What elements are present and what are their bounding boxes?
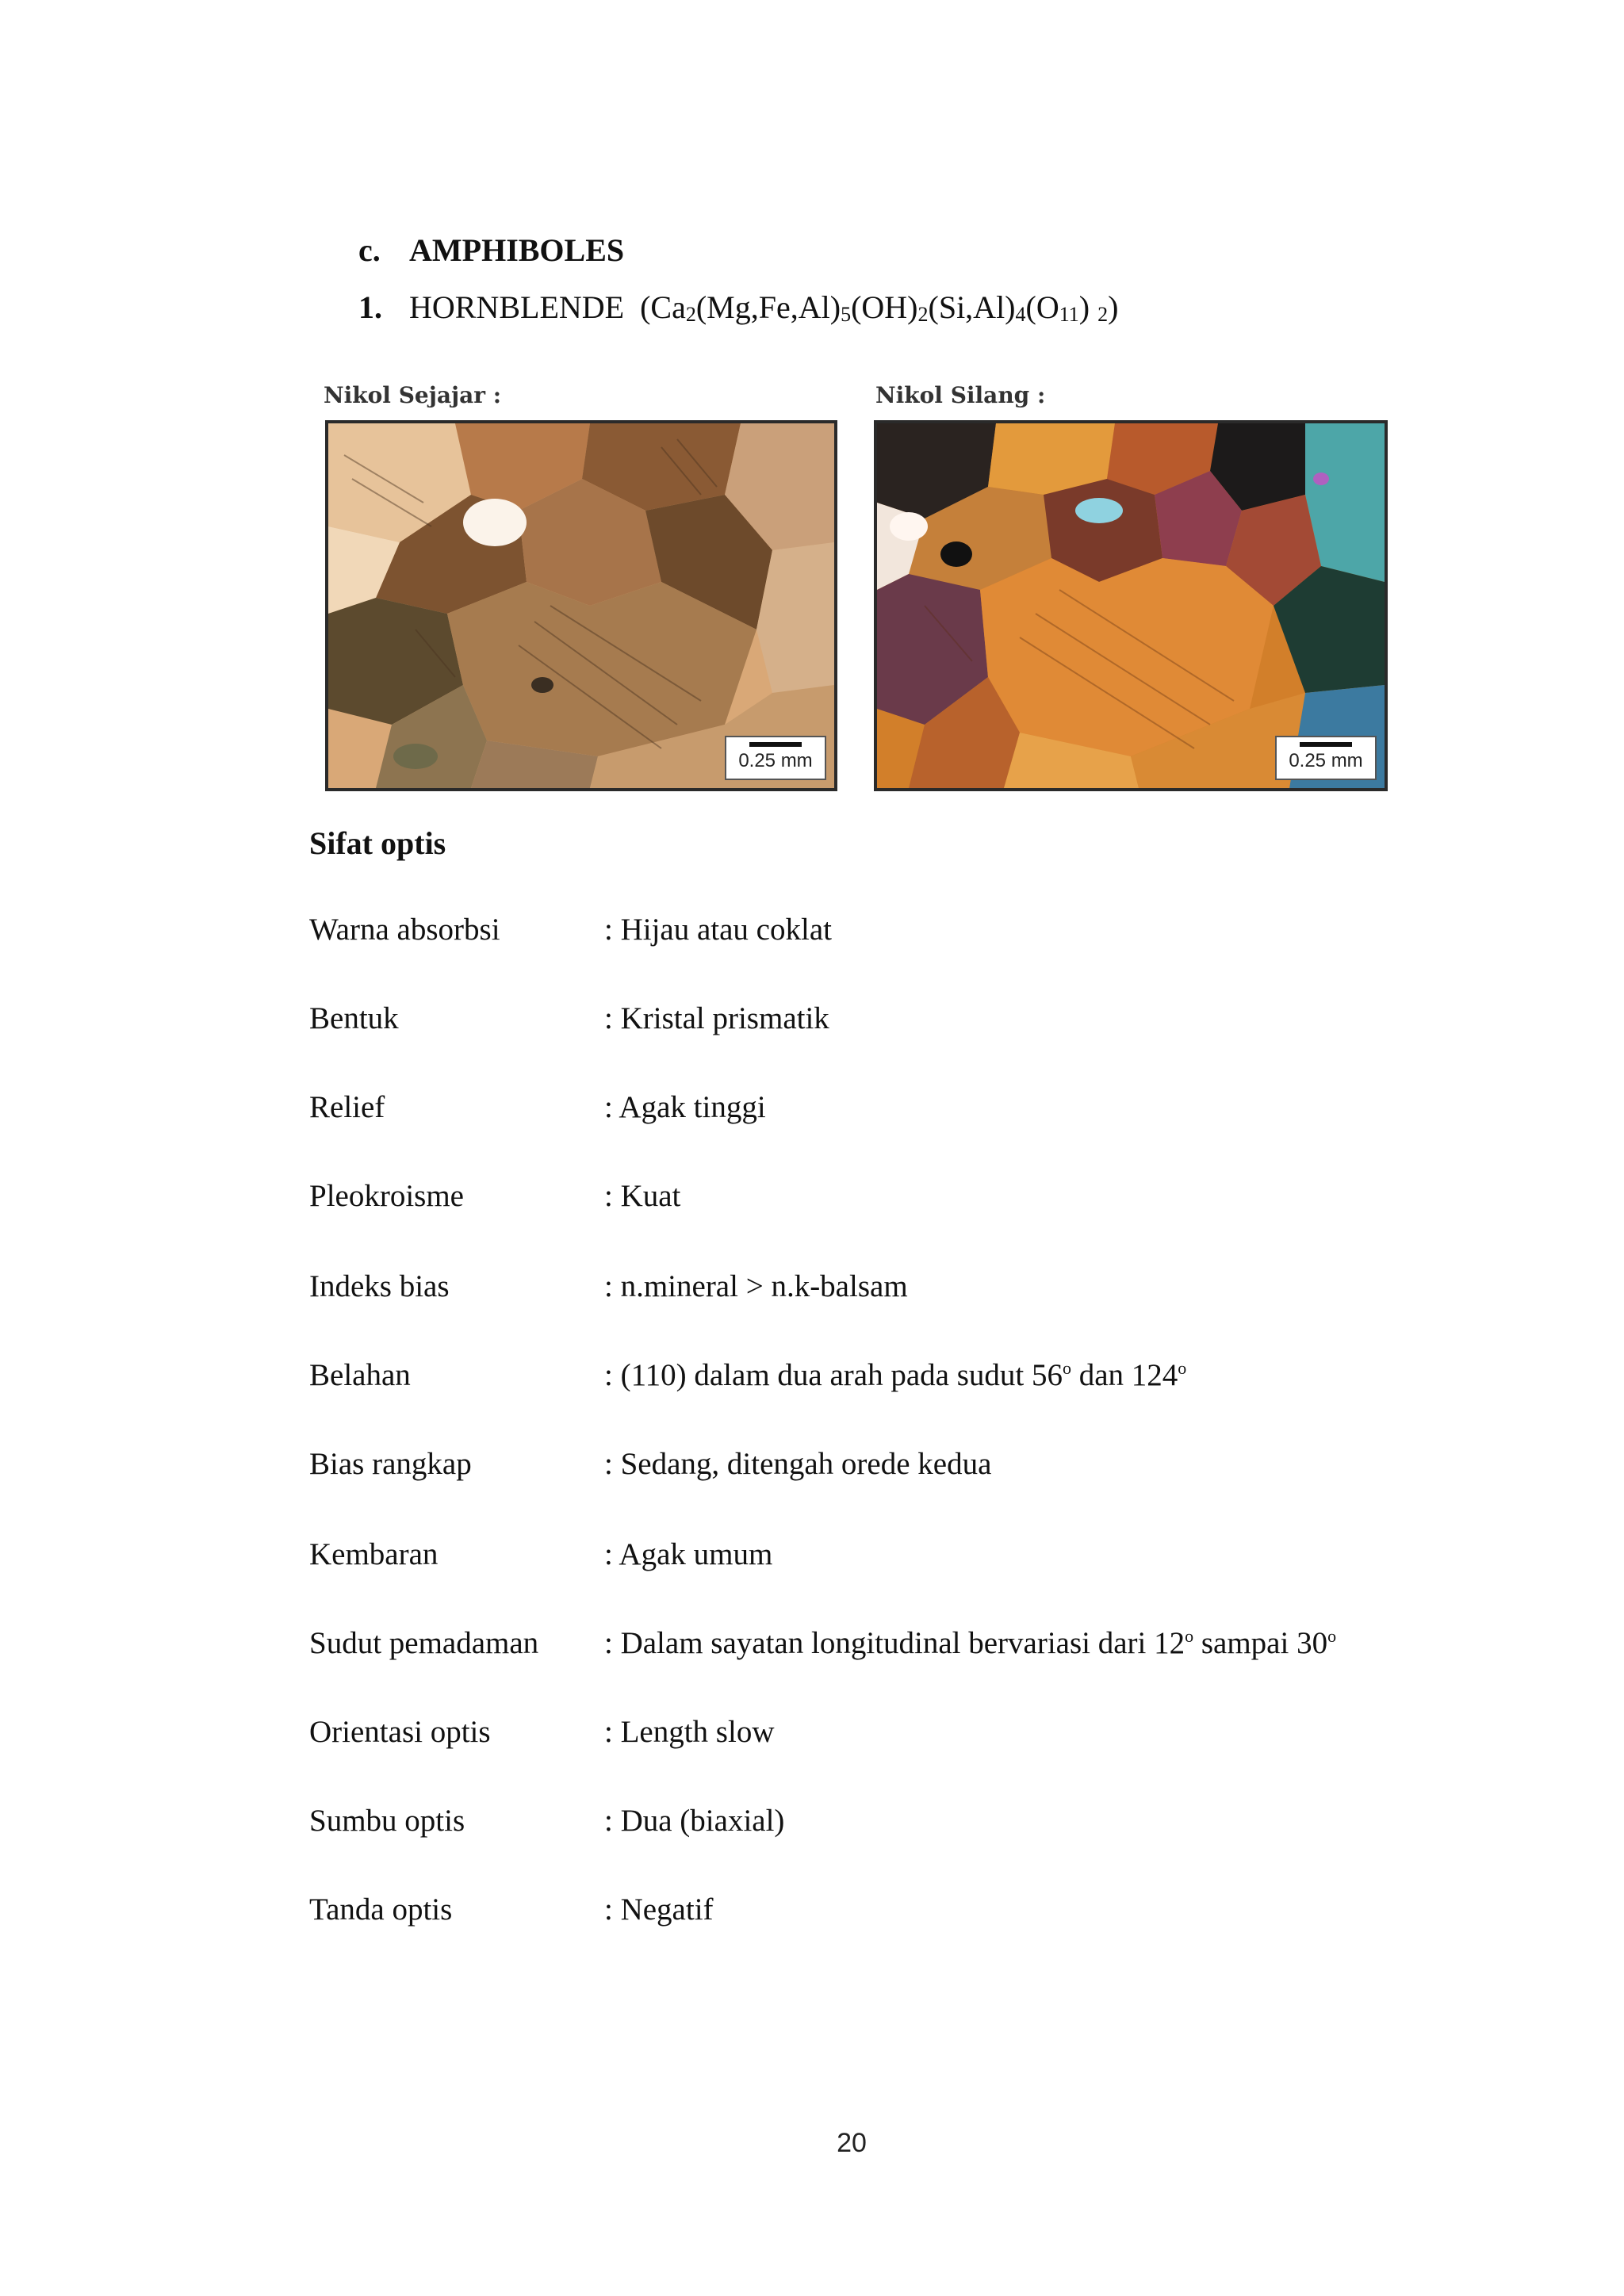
property-label: Relief [309,1090,385,1124]
scale-bar-label: 0.25 mm [738,750,813,771]
property-value: : Dalam sayatan longitudinal bervariasi dari 12$^o$ sampai 30$^o$ [604,1626,1337,1660]
micrograph-crossed-nicols [874,420,1388,791]
property-value: : n.mineral > n.k-balsam [604,1269,908,1303]
mineral-heading [358,289,1118,327]
scale-bar-line [1300,742,1352,747]
property-label: Tanda optis [309,1892,453,1927]
property-value: : Agak umum [604,1537,773,1571]
property-value: : Sedang, ditengah orede kedua [604,1447,992,1481]
property-value: : (110) dalam dua arah pada sudut 56$^o$ dan 124$^o$ [604,1358,1187,1392]
mineral-formula: ($Ca_2(Mg,Fe,Al)_5(OH)_2(Si,Al)_4(O_{11})$ $_2$) [640,289,1119,326]
section-title: AMPHIBOLES [409,232,625,268]
scale-bar-line [749,742,802,747]
property-label: Warna absorbsi [309,913,500,947]
property-label: Sumbu optis [309,1804,465,1838]
scale-bar-label: 0.25 mm [1289,750,1363,771]
property-label: Bentuk [309,1001,399,1035]
property-value: : Length slow [604,1715,775,1749]
property-label: Sudut pemadaman [309,1626,539,1660]
mineral-name: HORNBLENDE [409,289,625,325]
figure-label-crossed: Nikol Silang : [875,382,1046,408]
page-number: 20 [837,2128,867,2158]
property-label: Belahan [309,1358,411,1392]
property-value: : Dua (biaxial) [604,1804,785,1838]
property-label: Kembaran [309,1537,439,1571]
micrograph-crossed-image [877,423,1385,788]
property-value: : Hijau atau coklat [604,913,832,947]
property-value: : Kristal prismatik [604,1001,829,1035]
scale-bar [1275,736,1377,780]
property-value: : Negatif [604,1892,714,1927]
property-label: Orientasi optis [309,1715,491,1749]
section-heading [358,232,624,269]
property-label: Bias rangkap [309,1447,472,1481]
property-label: Indeks bias [309,1269,450,1303]
optical-properties-title: Sifat optis [309,825,446,861]
section-number: c. [358,232,381,268]
scale-bar [725,736,826,780]
figure-label-parallel: Nikol Sejajar : [324,382,502,408]
property-label: Pleokroisme [309,1179,464,1213]
property-value: : Agak tinggi [604,1090,766,1124]
property-value: : Kuat [604,1179,681,1213]
micrograph-parallel-nicols [325,420,837,791]
mineral-number: 1. [358,289,382,325]
micrograph-parallel-image [328,423,834,788]
